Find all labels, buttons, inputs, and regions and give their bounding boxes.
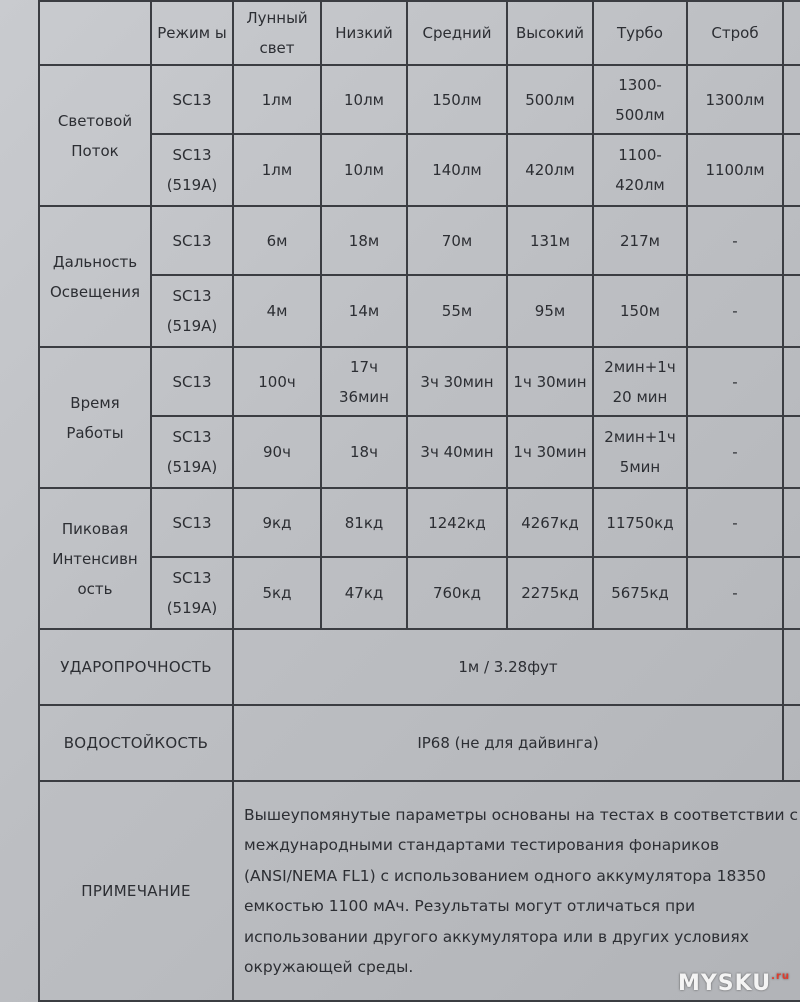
strobe-cell: -	[687, 206, 783, 275]
group-range: Дальность Освещения	[39, 206, 151, 347]
mode-cell: SC13 (519A)	[151, 275, 233, 347]
medium-cell: 3ч 30мин	[407, 347, 507, 416]
high-cell: 2275кд	[507, 557, 593, 629]
moon-cell: 5кд	[233, 557, 321, 629]
medium-cell: 150лм	[407, 65, 507, 134]
note-label: ПРИМЕЧАНИЕ	[39, 781, 233, 1001]
header-turbo: Турбо	[593, 1, 687, 65]
medium-cell: 55м	[407, 275, 507, 347]
header-high: Высокий	[507, 1, 593, 65]
medium-cell: 3ч 40мин	[407, 416, 507, 488]
turbo-cell: 150м	[593, 275, 687, 347]
table-row	[39, 275, 800, 347]
water-label: ВОДОСТОЙКОСТЬ	[39, 705, 233, 781]
high-cell: 131м	[507, 206, 593, 275]
moon-cell: 9кд	[233, 488, 321, 557]
strobe-cell: 1300лм	[687, 65, 783, 134]
low-cell: 10лм	[321, 134, 407, 206]
low-cell: 18м	[321, 206, 407, 275]
moon-cell: 4м	[233, 275, 321, 347]
group-flux: Световой Поток	[39, 65, 151, 206]
mode-cell: SC13 (519A)	[151, 134, 233, 206]
turbo-cell: 1100- 420лм	[593, 134, 687, 206]
turbo-cell: 11750кд	[593, 488, 687, 557]
header-mode: Режим ы	[151, 1, 233, 65]
impact-label: УДАРОПРОЧНОСТЬ	[39, 629, 233, 705]
mode-cell: SC13	[151, 347, 233, 416]
impact-value: 1м / 3.28фут	[233, 629, 783, 705]
table-row	[39, 347, 800, 416]
medium-cell: 140лм	[407, 134, 507, 206]
medium-cell: 760кд	[407, 557, 507, 629]
table-row	[39, 557, 800, 629]
moon-cell: 90ч	[233, 416, 321, 488]
strobe-cell: -	[687, 557, 783, 629]
moon-cell: 100ч	[233, 347, 321, 416]
group-runtime: Время Работы	[39, 347, 151, 488]
turbo-cell: 2мин+1ч 5мин	[593, 416, 687, 488]
header-strobe: Строб	[687, 1, 783, 65]
water-value: IP68 (не для дайвинга)	[233, 705, 783, 781]
header-corner	[39, 1, 151, 65]
strobe-cell: 1100лм	[687, 134, 783, 206]
low-cell: 47кд	[321, 557, 407, 629]
strobe-cell: -	[687, 275, 783, 347]
low-cell: 18ч	[321, 416, 407, 488]
strobe-cell: -	[687, 488, 783, 557]
high-cell: 1ч 30мин	[507, 416, 593, 488]
low-cell: 14м	[321, 275, 407, 347]
mode-cell: SC13 (519A)	[151, 557, 233, 629]
watermark-brand: MYSKU	[677, 971, 772, 996]
header-row	[39, 1, 800, 65]
group-intensity: Пиковая Интенсивн ость	[39, 488, 151, 629]
turbo-cell: 5675кд	[593, 557, 687, 629]
watermark-logo	[678, 971, 790, 996]
table-row	[39, 488, 800, 557]
watermark-tld: .ru	[771, 971, 790, 982]
moon-cell: 1лм	[233, 65, 321, 134]
turbo-cell: 1300- 500лм	[593, 65, 687, 134]
header-low: Низкий	[321, 1, 407, 65]
medium-cell: 70м	[407, 206, 507, 275]
moon-cell: 1лм	[233, 134, 321, 206]
note-row	[39, 781, 800, 1001]
water-row	[39, 705, 800, 781]
low-cell: 17ч 36мин	[321, 347, 407, 416]
table-row	[39, 65, 800, 134]
high-cell: 500лм	[507, 65, 593, 134]
mode-cell: SC13 (519A)	[151, 416, 233, 488]
mode-cell: SC13	[151, 488, 233, 557]
table-row	[39, 206, 800, 275]
strobe-cell: -	[687, 416, 783, 488]
moon-cell: 6м	[233, 206, 321, 275]
header-medium: Средний	[407, 1, 507, 65]
impact-row	[39, 629, 800, 705]
mode-cell: SC13	[151, 206, 233, 275]
high-cell: 95м	[507, 275, 593, 347]
strobe-cell: -	[687, 347, 783, 416]
header-moonlight: Лунный свет	[233, 1, 321, 65]
table-row	[39, 134, 800, 206]
turbo-cell: 2мин+1ч 20 мин	[593, 347, 687, 416]
high-cell: 1ч 30мин	[507, 347, 593, 416]
note-text: Вышеупомянутые параметры основаны на тестах в соответствии с международными стандартами тестирования фонариков (ANSI/NEMA FL1) с использованием одного аккумулятора 18350 емкостью 1100 мАч. Результаты могут отличаться при использовании другого аккумулятора или в других условиях окружающей среды.	[233, 781, 800, 1001]
low-cell: 81кд	[321, 488, 407, 557]
high-cell: 420лм	[507, 134, 593, 206]
turbo-cell: 217м	[593, 206, 687, 275]
low-cell: 10лм	[321, 65, 407, 134]
spec-table	[38, 0, 800, 1002]
mode-cell: SC13	[151, 65, 233, 134]
high-cell: 4267кд	[507, 488, 593, 557]
medium-cell: 1242кд	[407, 488, 507, 557]
table-row	[39, 416, 800, 488]
